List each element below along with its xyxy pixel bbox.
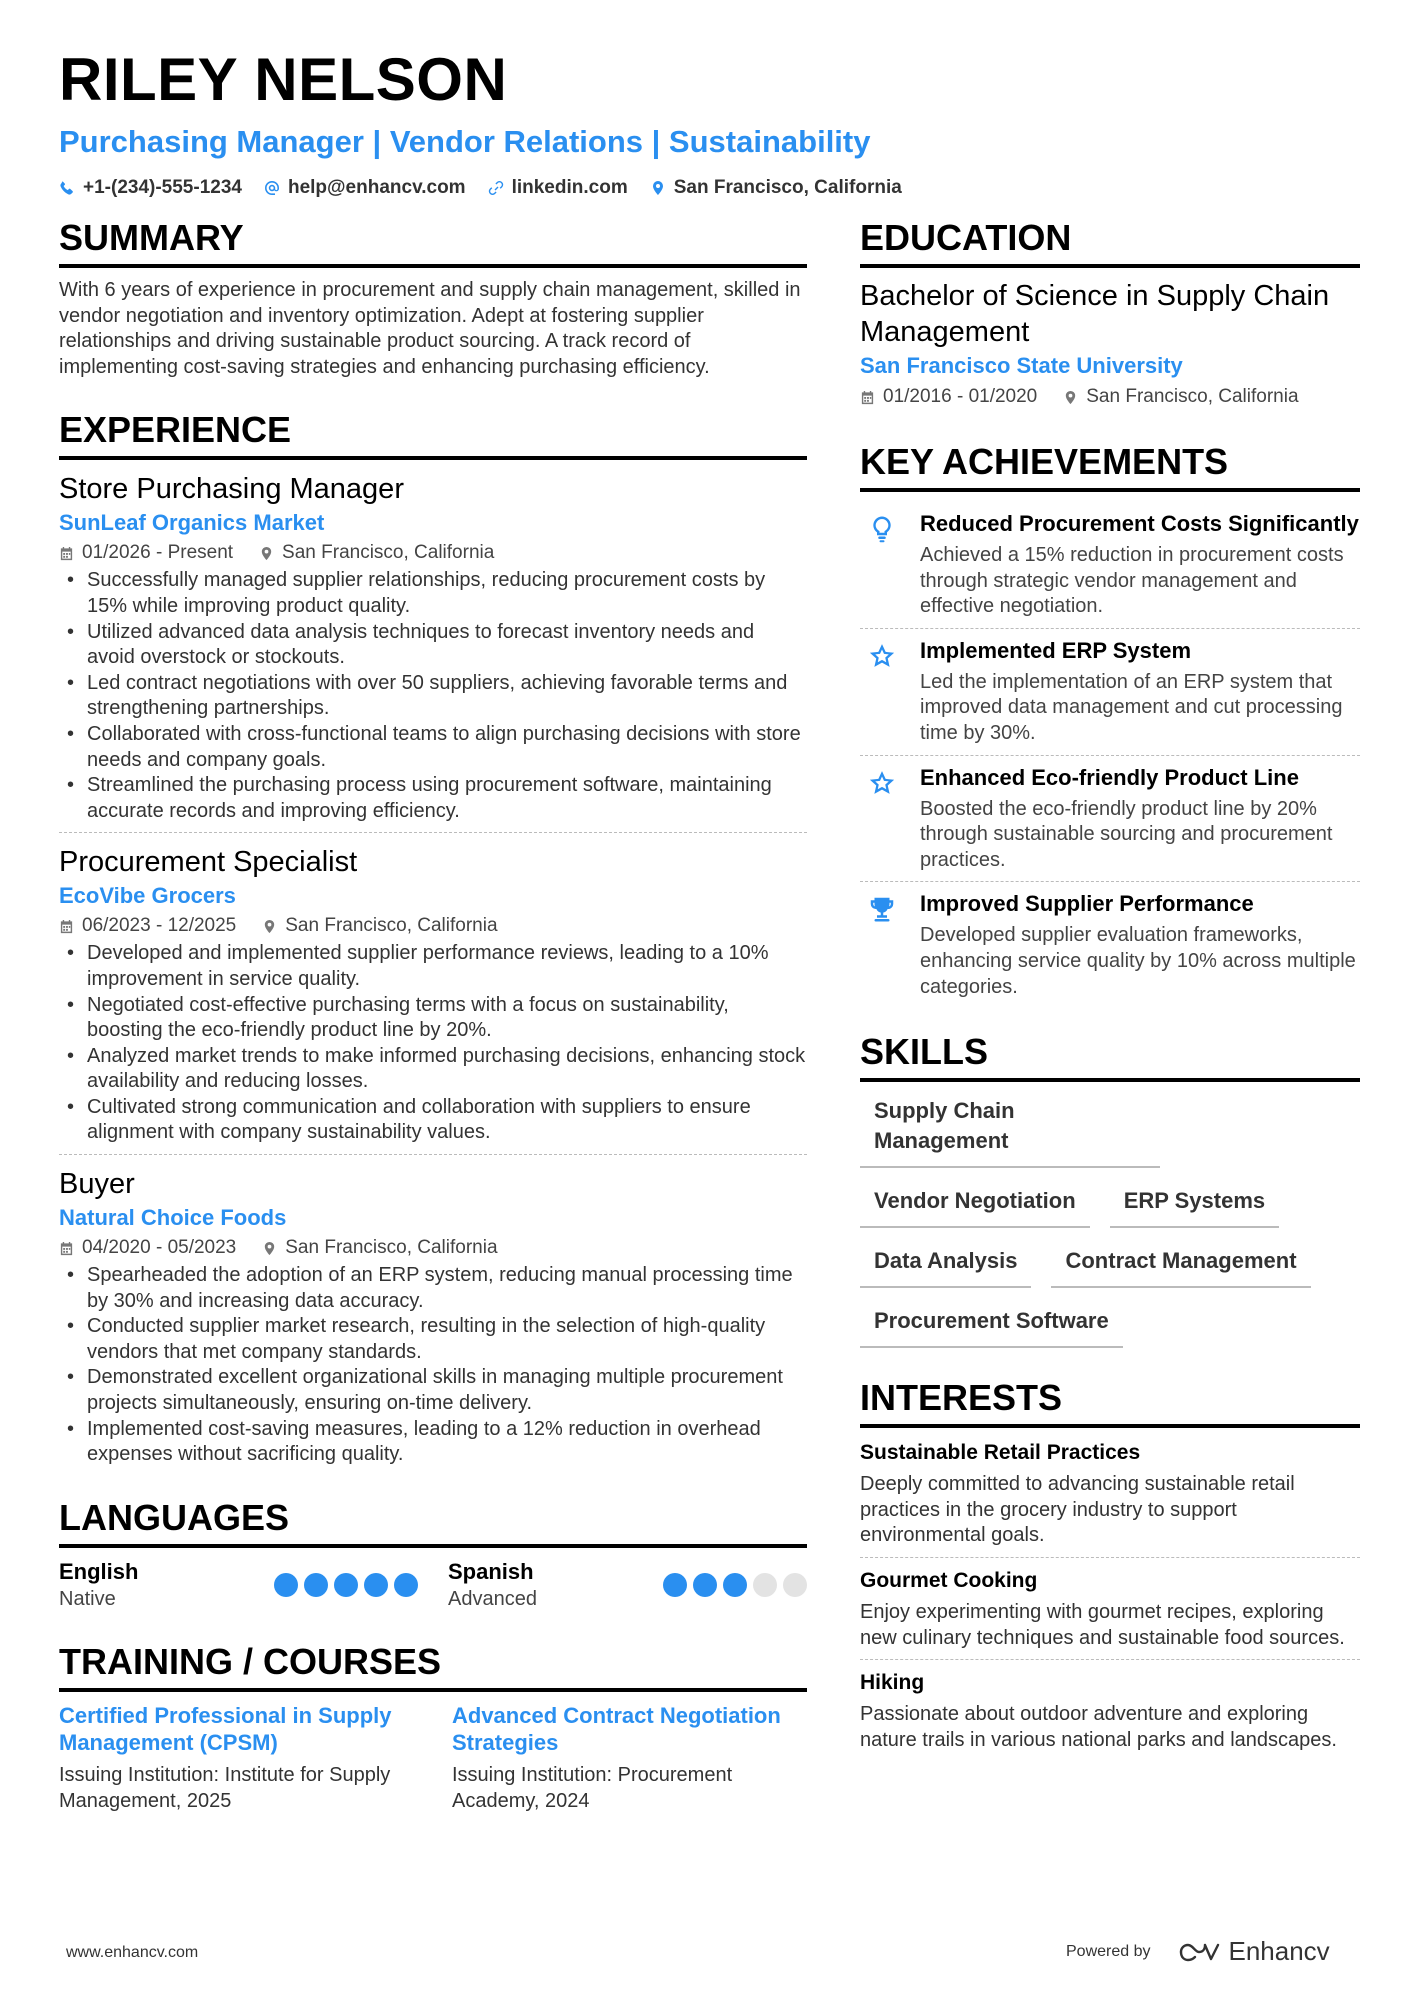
courses-list [59, 1702, 807, 1814]
contact-phone[interactable] [59, 174, 242, 202]
link-icon [488, 180, 504, 196]
education-section [860, 214, 1360, 412]
language-entry [59, 1558, 418, 1612]
proficiency-dot [334, 1573, 358, 1597]
calendar-icon [59, 546, 74, 561]
education-location [1063, 382, 1298, 412]
job-dates-text: 06/2023 - 12/2025 [82, 915, 237, 937]
skill-tag: Contract Management [1051, 1242, 1310, 1288]
skill-tag: ERP Systems [1110, 1182, 1279, 1228]
section-title-education: EDUCATION [860, 214, 1360, 268]
job-dates-text: 04/2020 - 05/2023 [82, 1237, 237, 1259]
languages-section [59, 1494, 807, 1612]
bullet-item: • Demonstrated excellent organizational skills in managing multiple procurement projects simultaneously, ensuring on-time delivery. [59, 1365, 807, 1416]
language-name: English [59, 1558, 139, 1584]
skill-tag: Supply Chain Management [860, 1092, 1160, 1168]
achievement-entry [860, 882, 1360, 1008]
job-bullets [59, 941, 807, 1146]
achievement-entry [860, 629, 1360, 756]
bullet-item: • Collaborated with cross-functional teams to align purchasing decisions with store needs and company goals. [59, 722, 807, 773]
interest-desc: Deeply committed to advancing sustainable retail practices in the grocery industry to support environmental goals. [860, 1473, 1295, 1547]
job-dates [59, 911, 236, 941]
course-entry [59, 1702, 414, 1814]
course-entry [452, 1702, 807, 1814]
lightbulb-icon [867, 514, 897, 544]
achievement-entry [860, 502, 1360, 629]
phone-text: +1-(234)-555-1234 [83, 177, 242, 198]
language-level: Advanced [448, 1587, 537, 1610]
proficiency-dot [723, 1573, 747, 1597]
location-pin-icon [650, 180, 666, 196]
achievement-title: Enhanced Eco-friendly Product Line [920, 764, 1299, 790]
phone-icon [59, 180, 75, 196]
achievement-title: Reduced Procurement Costs Significantly [920, 511, 1359, 536]
location-pin-icon [262, 919, 277, 934]
proficiency-dot [783, 1573, 807, 1597]
email-text: help@enhancv.com [287, 177, 466, 198]
proficiency-dots [663, 1573, 807, 1597]
school-name: San Francisco State University [860, 353, 1183, 378]
contact-email[interactable] [264, 174, 466, 202]
interest-title: Gourmet Cooking [860, 1568, 1038, 1592]
job-location [259, 538, 494, 568]
proficiency-dot [663, 1573, 687, 1597]
achievement-icon-wrap [860, 510, 904, 620]
location-text: San Francisco, California [673, 177, 902, 198]
section-title-languages: LANGUAGES [59, 1494, 807, 1548]
achievement-title: Improved Supplier Performance [920, 891, 1254, 917]
course-title: Advanced Contract Negotiation Strategies [452, 1702, 781, 1755]
summary-text: With 6 years of experience in procurement and supply chain management, skilled in vendor negotiation and inventory optimization. Adept at fostering supplier relationships and driving sustainable product sourcing. A track record of implementing cost-saving strategies and enhancing purchasing efficiency. [59, 279, 801, 378]
achievement-icon-wrap [860, 764, 904, 874]
skill-tag: Data Analysis [860, 1242, 1031, 1288]
left-column [59, 214, 807, 1840]
bullet-item: • Developed and implemented supplier performance reviews, leading to a 10% improvement in service quality. [59, 941, 807, 992]
contact-linkedin[interactable] [488, 174, 628, 202]
job-bullets [59, 568, 807, 824]
summary-section [59, 214, 807, 380]
achievement-desc: Boosted the eco-friendly product line by 20% through sustainable sourcing and procurement practices. [920, 797, 1333, 871]
proficiency-dot [274, 1573, 298, 1597]
calendar-icon [59, 1241, 74, 1256]
right-column [860, 214, 1360, 1787]
achievement-icon-wrap [860, 890, 904, 1000]
section-title-training: TRAINING / COURSES [59, 1638, 807, 1692]
star-icon [867, 768, 897, 798]
enhancv-logo-icon [1177, 1940, 1221, 1964]
company-name: EcoVibe Grocers [59, 883, 236, 909]
proficiency-dot [753, 1573, 777, 1597]
contact-bar [59, 174, 1359, 202]
linkedin-text: linkedin.com [511, 177, 628, 198]
candidate-name: RILEY NELSON [59, 46, 508, 113]
interest-entry [860, 1438, 1360, 1558]
job-meta [59, 911, 807, 941]
section-title-summary: SUMMARY [59, 214, 807, 268]
company-name: Natural Choice Foods [59, 1205, 287, 1231]
achievement-desc: Developed supplier evaluation frameworks, enhancing service quality by 10% across multiple categories. [920, 924, 1356, 998]
bullet-item: • Streamlined the purchasing process using procurement software, maintaining accurate records and improving efficiency. [59, 773, 807, 824]
brand-logo[interactable] [1177, 1936, 1330, 1967]
education-meta [860, 382, 1360, 412]
bullet-item: • Led contract negotiations with over 50 suppliers, achieving favorable terms and strengthening partnerships. [59, 671, 807, 722]
experience-entry [59, 843, 807, 1155]
interest-desc: Enjoy experimenting with gourmet recipes, exploring new culinary techniques and sustainable food sources. [860, 1600, 1345, 1649]
job-location-text: San Francisco, California [282, 542, 495, 564]
section-title-experience: EXPERIENCE [59, 406, 807, 460]
job-title: Buyer [59, 1168, 135, 1201]
bullet-item: • Spearheaded the adoption of an ERP system, reducing manual processing time by 30% and increasing data accuracy. [59, 1263, 807, 1314]
job-meta [59, 1233, 807, 1263]
job-bullets [59, 1263, 807, 1468]
interest-title: Hiking [860, 1671, 925, 1695]
education-dates-text: 01/2016 - 01/2020 [883, 386, 1038, 407]
skills-list [860, 1092, 1360, 1348]
achievement-title: Implemented ERP System [920, 637, 1192, 663]
resume-header [59, 44, 1359, 202]
interests-section [860, 1374, 1360, 1761]
proficiency-dot [304, 1573, 328, 1597]
degree-title: Bachelor of Science in Supply Chain Management [860, 280, 1330, 348]
powered-by-label: Powered by [1066, 1942, 1151, 1960]
job-title: Procurement Specialist [59, 846, 358, 879]
course-desc: Issuing Institution: Procurement Academy, 2024 [452, 1763, 733, 1812]
section-title-interests: INTERESTS [860, 1374, 1360, 1428]
job-location [262, 911, 497, 941]
proficiency-dot [364, 1573, 388, 1597]
education-dates [860, 382, 1037, 412]
achievements-section [860, 438, 1360, 1008]
location-pin-icon [259, 546, 274, 561]
bullet-item: • Implemented cost-saving measures, leading to a 12% reduction in overhead expenses without sacrificing quality. [59, 1417, 807, 1468]
bullet-item: • Conducted supplier market research, resulting in the selection of high-quality vendors that met company standards. [59, 1314, 807, 1365]
company-name: SunLeaf Organics Market [59, 510, 325, 536]
trophy-icon [867, 894, 897, 924]
location-pin-icon [1063, 390, 1078, 405]
proficiency-dot [693, 1573, 717, 1597]
interest-title: Sustainable Retail Practices [860, 1441, 1141, 1465]
experience-entry [59, 1165, 807, 1476]
experience-entry [59, 470, 807, 833]
interest-entry [860, 1668, 1360, 1761]
bullet-item: • Cultivated strong communication and collaboration with suppliers to ensure alignment with company sustainability values. [59, 1095, 807, 1146]
footer-branding [1066, 1936, 1330, 1967]
job-location [262, 1233, 497, 1263]
language-level: Native [59, 1587, 116, 1610]
bullet-item: • Successfully managed supplier relationships, reducing procurement costs by 15% while improving product quality. [59, 568, 807, 619]
interest-entry [860, 1566, 1360, 1660]
job-dates [59, 1233, 236, 1263]
calendar-icon [59, 919, 74, 934]
at-icon [264, 180, 280, 196]
proficiency-dot [394, 1573, 418, 1597]
achievement-desc: Achieved a 15% reduction in procurement costs through strategic vendor management and effective negotiation. [920, 544, 1344, 618]
star-icon [867, 641, 897, 671]
proficiency-dots [274, 1573, 418, 1597]
section-title-achievements: KEY ACHIEVEMENTS [860, 438, 1360, 492]
interest-desc: Passionate about outdoor adventure and exploring nature trails in various national parks and landscapes. [860, 1703, 1337, 1751]
achievement-icon-wrap [860, 637, 904, 747]
achievement-desc: Led the implementation of an ERP system that improved data management and cut processing time by 30%. [920, 670, 1343, 744]
bullet-item: • Negotiated cost-effective purchasing terms with a focus on sustainability, boosting the eco-friendly product line by 20%. [59, 993, 807, 1044]
job-location-text: San Francisco, California [285, 1237, 498, 1259]
bullet-item: • Analyzed market trends to make informed purchasing decisions, enhancing stock availability and reducing losses. [59, 1044, 807, 1095]
language-entry [448, 1558, 807, 1612]
footer-website[interactable]: www.enhancv.com [66, 1944, 199, 1961]
brand-name: Enhancv [1228, 1936, 1330, 1966]
candidate-tagline: Purchasing Manager | Vendor Relations | Sustainability [59, 124, 871, 159]
training-section [59, 1638, 807, 1814]
skills-section [860, 1028, 1360, 1348]
job-location-text: San Francisco, California [285, 915, 498, 937]
location-pin-icon [262, 1241, 277, 1256]
language-name: Spanish [448, 1558, 534, 1584]
skill-tag: Procurement Software [860, 1302, 1123, 1348]
experience-section [59, 406, 807, 1475]
education-location-text: San Francisco, California [1086, 386, 1299, 407]
languages-list [59, 1558, 807, 1612]
calendar-icon [860, 390, 875, 405]
job-dates [59, 538, 233, 568]
course-title: Certified Professional in Supply Management (CPSM) [59, 1702, 392, 1755]
bullet-item: • Utilized advanced data analysis techniques to forecast inventory needs and avoid overstock or stockouts. [59, 620, 807, 671]
section-title-skills: SKILLS [860, 1028, 1360, 1082]
job-title: Store Purchasing Manager [59, 473, 404, 506]
course-desc: Issuing Institution: Institute for Supply Management, 2025 [59, 1763, 391, 1812]
skill-tag: Vendor Negotiation [860, 1182, 1090, 1228]
achievement-entry [860, 756, 1360, 883]
job-meta [59, 538, 807, 568]
job-dates-text: 01/2026 - Present [82, 542, 234, 564]
contact-location [650, 174, 902, 202]
